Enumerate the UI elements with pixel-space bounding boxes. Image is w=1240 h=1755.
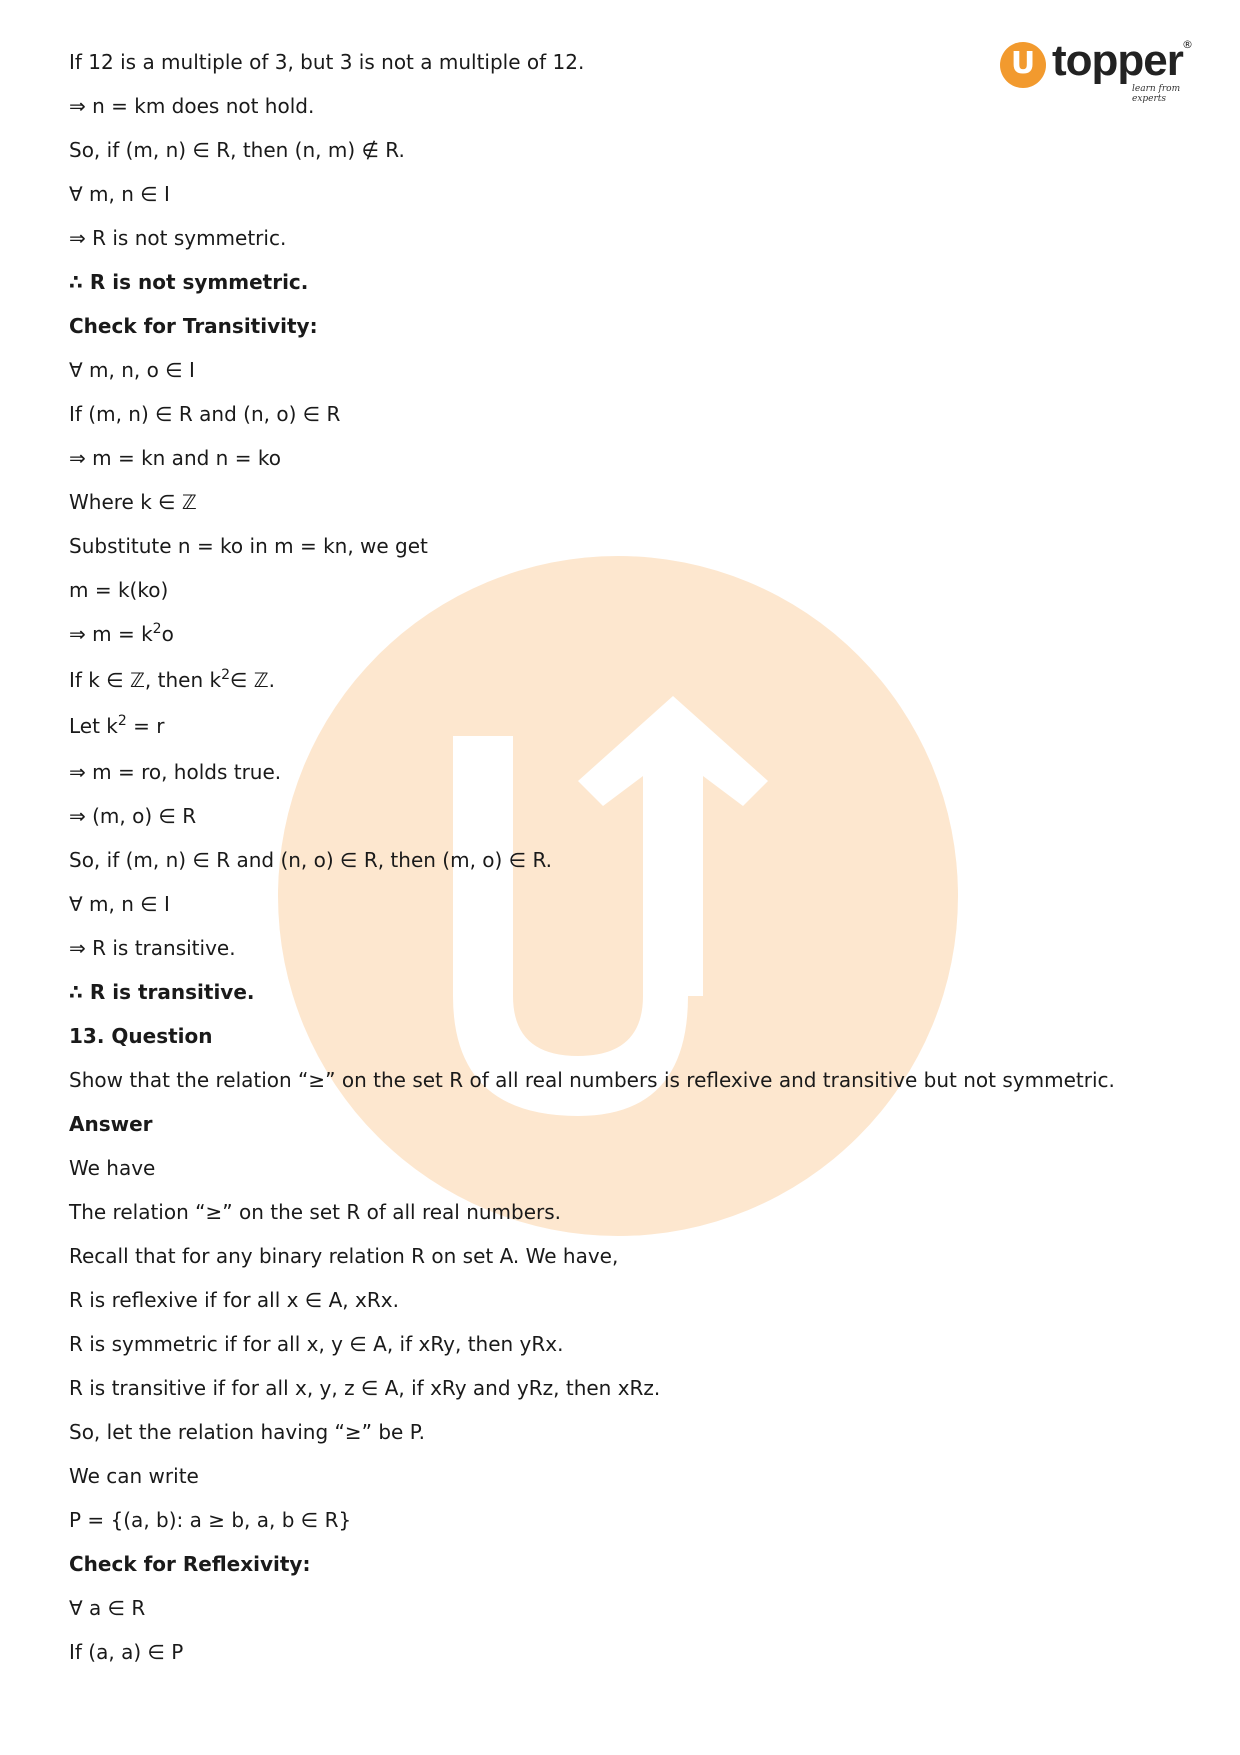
superscript: 2 bbox=[152, 621, 162, 637]
superscript: 2 bbox=[221, 667, 230, 683]
line-text: So, let the relation having “≥” be P. bbox=[69, 1420, 426, 1444]
text-line bbox=[69, 760, 1189, 784]
heading-line bbox=[69, 1024, 1189, 1048]
text-line bbox=[69, 226, 1189, 250]
line-text: ∀ m, n ∈ I bbox=[69, 892, 170, 916]
text-line bbox=[69, 622, 1189, 646]
text-line bbox=[69, 1068, 1189, 1092]
text-line bbox=[69, 578, 1189, 602]
line-text: ⇒ n = km does not hold. bbox=[69, 94, 315, 118]
text-line bbox=[69, 1244, 1189, 1268]
text-line bbox=[69, 1376, 1189, 1400]
line-text: ∀ m, n, o ∈ I bbox=[69, 358, 195, 382]
text-line bbox=[69, 1640, 1189, 1664]
line-text: 13. Question bbox=[69, 1024, 213, 1048]
text-line bbox=[69, 402, 1189, 426]
text-line bbox=[69, 1156, 1189, 1180]
text-line bbox=[69, 848, 1189, 872]
line-text: m = k(ko) bbox=[69, 578, 169, 602]
logo-wordmark: topper bbox=[1052, 36, 1183, 85]
line-text: ∀ a ∈ R bbox=[69, 1596, 146, 1620]
text-line bbox=[69, 534, 1189, 558]
text-line bbox=[69, 1420, 1189, 1444]
line-text: Where k ∈ ℤ bbox=[69, 490, 197, 514]
line-text: Answer bbox=[69, 1112, 153, 1136]
text-line bbox=[69, 1508, 1189, 1532]
line-text: R is symmetric if for all x, y ∈ A, if xRy, then yRx. bbox=[69, 1332, 564, 1356]
line-text: So, if (m, n) ∈ R and (n, o) ∈ R, then (m, o) ∈ R. bbox=[69, 848, 553, 872]
heading-line bbox=[69, 980, 1189, 1004]
text-line bbox=[69, 358, 1189, 382]
line-text: The relation “≥” on the set R of all real numbers. bbox=[69, 1200, 562, 1224]
line-text: Check for Reflexivity: bbox=[69, 1552, 311, 1576]
logo-u-icon: U bbox=[1000, 42, 1046, 88]
line-text: ⇒ R is not symmetric. bbox=[69, 226, 287, 250]
text-line bbox=[69, 1288, 1189, 1312]
line-text: Check for Transitivity: bbox=[69, 314, 318, 338]
line-text: ⇒ m = k bbox=[69, 622, 153, 646]
line-text-after: ∈ ℤ. bbox=[229, 668, 276, 692]
line-text-after: = r bbox=[126, 714, 165, 738]
heading-line bbox=[69, 1112, 1189, 1136]
line-text: ∀ m, n ∈ I bbox=[69, 182, 170, 206]
line-text: If k ∈ ℤ, then k bbox=[69, 668, 222, 692]
line-text: ⇒ m = ro, holds true. bbox=[69, 760, 282, 784]
line-text: ∴ R is transitive. bbox=[69, 980, 255, 1004]
superscript: 2 bbox=[117, 713, 127, 729]
text-line bbox=[69, 714, 1189, 738]
line-text: R is transitive if for all x, y, z ∈ A, if xRy and yRz, then xRz. bbox=[69, 1376, 661, 1400]
text-line bbox=[69, 446, 1189, 470]
text-line bbox=[69, 138, 1189, 162]
logo-tagline: learn from experts bbox=[1132, 84, 1181, 104]
document-body bbox=[69, 50, 1189, 1684]
text-line bbox=[69, 1464, 1189, 1488]
text-line bbox=[69, 892, 1189, 916]
line-text: We can write bbox=[69, 1464, 199, 1488]
line-text: We have bbox=[69, 1156, 156, 1180]
line-text: ∴ R is not symmetric. bbox=[69, 270, 309, 294]
line-text: Recall that for any binary relation R on set A. We have, bbox=[69, 1244, 619, 1268]
line-text: ⇒ R is transitive. bbox=[69, 936, 236, 960]
line-text: If 12 is a multiple of 3, but 3 is not a multiple of 12. bbox=[69, 50, 585, 74]
text-line bbox=[69, 182, 1189, 206]
text-line bbox=[69, 936, 1189, 960]
text-line bbox=[69, 1596, 1189, 1620]
line-text: Substitute n = ko in m = kn, we get bbox=[69, 534, 428, 558]
line-text: P = {(a, b): a ≥ b, a, b ∈ R} bbox=[69, 1508, 352, 1532]
text-line bbox=[69, 804, 1189, 828]
brand-logo bbox=[1000, 36, 1200, 102]
line-text: If (m, n) ∈ R and (n, o) ∈ R bbox=[69, 402, 341, 426]
text-line bbox=[69, 1332, 1189, 1356]
text-line bbox=[69, 668, 1189, 692]
line-text: Show that the relation “≥” on the set R of all real numbers is reflexive and transitive but not symmetric. bbox=[69, 1068, 1115, 1092]
logo-registered-mark: ® bbox=[1182, 38, 1193, 51]
line-text: Let k bbox=[69, 714, 118, 738]
line-text-after: o bbox=[161, 622, 174, 646]
line-text: R is reflexive if for all x ∈ A, xRx. bbox=[69, 1288, 399, 1312]
line-text: ⇒ (m, o) ∈ R bbox=[69, 804, 197, 828]
line-text: So, if (m, n) ∈ R, then (n, m) ∉ R. bbox=[69, 138, 405, 162]
text-line bbox=[69, 490, 1189, 514]
heading-line bbox=[69, 270, 1189, 294]
heading-line bbox=[69, 1552, 1189, 1576]
line-text: If (a, a) ∈ P bbox=[69, 1640, 184, 1664]
line-text: ⇒ m = kn and n = ko bbox=[69, 446, 281, 470]
heading-line bbox=[69, 314, 1189, 338]
text-line bbox=[69, 1200, 1189, 1224]
